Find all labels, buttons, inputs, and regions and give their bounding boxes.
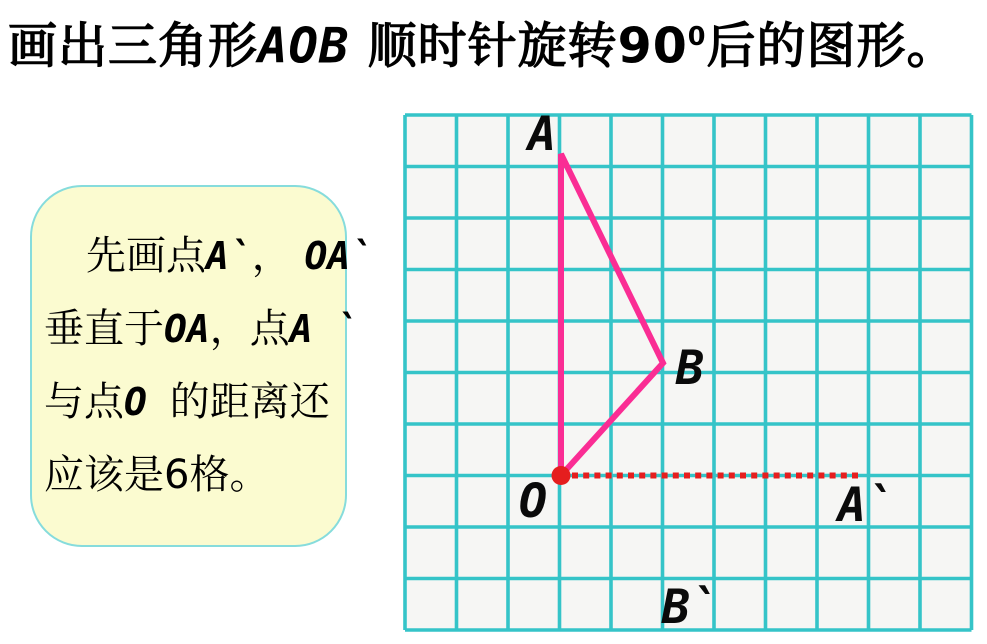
page-title [8,4,957,79]
note-text-segment: ，点 [209,306,290,352]
note-line [44,220,374,293]
title-segment: AOB [258,17,350,75]
note-text-segment: 垂直于 [44,306,164,352]
note-text-segment: O [124,380,170,424]
title-segment: 顺时针旋转 [349,17,618,75]
note-callout [30,185,374,547]
title-segment: 画出三角形 [8,17,259,75]
title-segment: 90 [617,17,688,75]
note-text-segment: OA` [304,234,374,278]
point-label-B: B [675,341,705,396]
point-label-A: A [527,107,557,162]
note-line [44,366,345,439]
title-segment: 后的图形。 [706,17,957,75]
note-line [44,293,359,366]
note-text-segment: 的距离还 [169,379,330,425]
note-text-segment: A` [206,234,252,278]
note-line [44,439,345,512]
note-text-segment: 应该是 [44,452,164,498]
point-label-O: O [518,474,548,529]
note-text [44,220,374,512]
title-segment: 0 [687,22,707,52]
note-text-segment: OA [164,307,210,351]
note-text-segment: 先画点 [86,233,206,279]
note-text-segment: 格。 [189,452,270,498]
note-text-segment: ， [251,233,305,279]
point-label-B-prime: B` [661,580,719,635]
point-label-A-prime: A` [837,478,895,533]
note-text-segment: 6 [164,452,190,498]
center-point-dot [552,466,571,485]
note-text-segment: 与点 [44,379,124,425]
note-text-segment: A ` [289,307,359,351]
